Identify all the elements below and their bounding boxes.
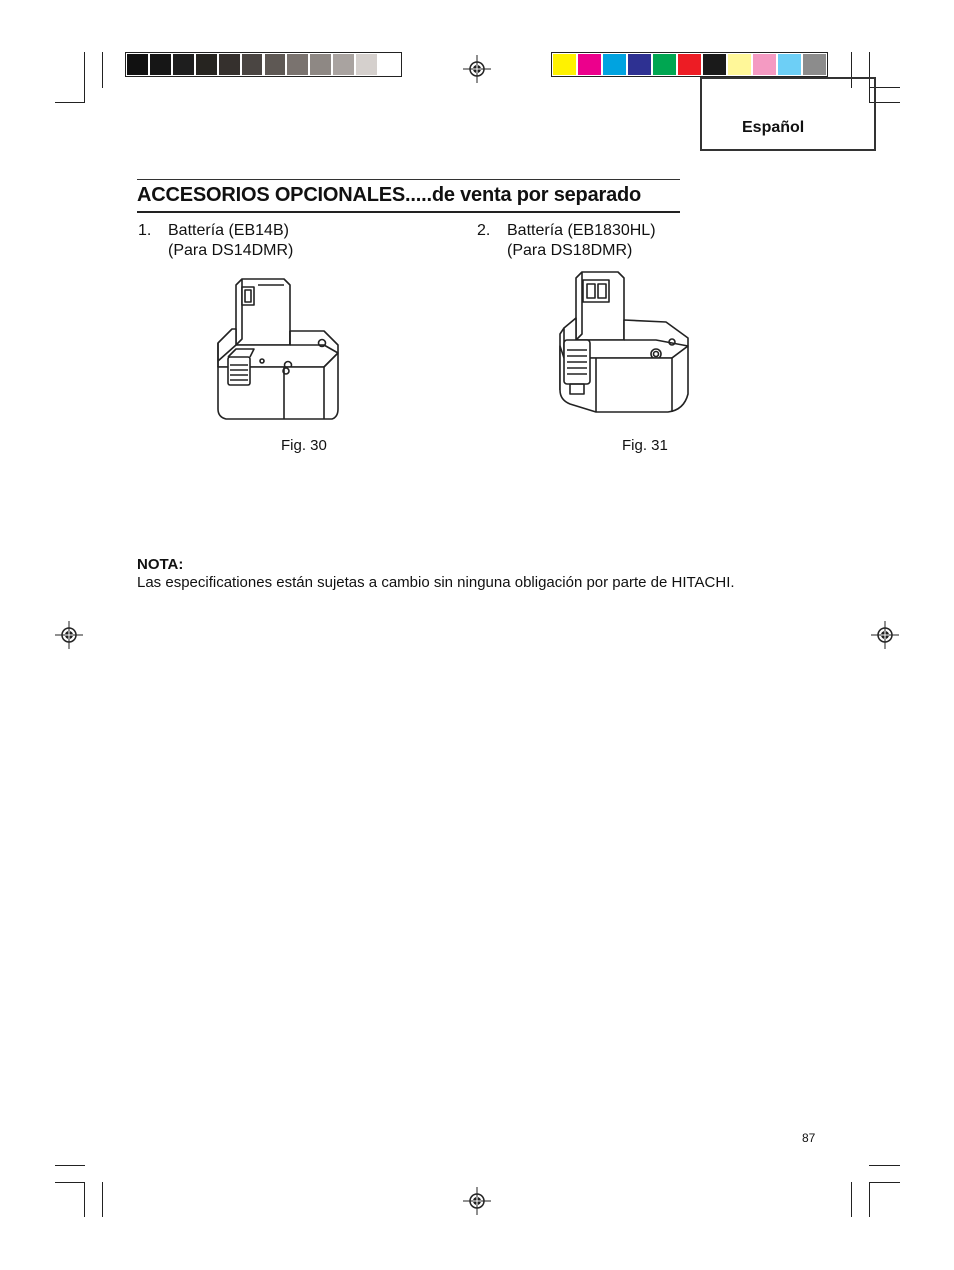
registration-mark-icon bbox=[871, 621, 899, 649]
crop-mark bbox=[869, 1165, 900, 1166]
color-swatch bbox=[778, 54, 801, 75]
color-swatch bbox=[603, 54, 626, 75]
note-text: Las especificationes están sujetas a cambio sin ninguna obligación por parte de HITACHI. bbox=[137, 574, 735, 591]
color-swatch bbox=[678, 54, 701, 75]
crop-mark bbox=[102, 1182, 103, 1217]
crop-mark bbox=[102, 52, 103, 88]
note-title: NOTA: bbox=[137, 556, 184, 573]
item-compatibility: (Para DS18DMR) bbox=[507, 242, 633, 259]
registration-mark-icon bbox=[55, 621, 83, 649]
grayscale-calibration-bar bbox=[125, 52, 402, 77]
item-text bbox=[168, 221, 293, 261]
color-swatch bbox=[653, 54, 676, 75]
language-tab bbox=[700, 77, 876, 151]
crop-mark bbox=[869, 1182, 870, 1217]
section-title-underline bbox=[137, 211, 680, 213]
page-number: 87 bbox=[802, 1131, 816, 1145]
crop-mark bbox=[55, 102, 85, 103]
grayscale-swatch bbox=[265, 54, 286, 75]
grayscale-swatch bbox=[150, 54, 171, 75]
item-number: 1. bbox=[138, 222, 152, 239]
crop-mark bbox=[55, 1182, 85, 1183]
grayscale-swatch bbox=[219, 54, 240, 75]
grayscale-swatch bbox=[242, 54, 263, 75]
registration-mark-icon bbox=[463, 1187, 491, 1215]
grayscale-swatch bbox=[333, 54, 354, 75]
language-label: Español bbox=[742, 119, 805, 136]
crop-mark bbox=[851, 1182, 852, 1217]
grayscale-swatch bbox=[173, 54, 194, 75]
figure-caption: Fig. 30 bbox=[281, 437, 327, 454]
color-swatch bbox=[628, 54, 651, 75]
item-number: 2. bbox=[477, 222, 491, 239]
crop-mark bbox=[55, 1165, 85, 1166]
crop-mark bbox=[84, 52, 85, 103]
grayscale-swatch bbox=[356, 54, 377, 75]
color-swatch bbox=[753, 54, 776, 75]
color-swatch bbox=[553, 54, 576, 75]
grayscale-swatch bbox=[196, 54, 217, 75]
item-text bbox=[507, 221, 656, 261]
battery-eb14b-illustration bbox=[214, 273, 342, 423]
color-swatch bbox=[803, 54, 826, 75]
figure-caption: Fig. 31 bbox=[622, 437, 668, 454]
crop-mark bbox=[869, 1182, 900, 1183]
grayscale-swatch bbox=[310, 54, 331, 75]
item-name: Battería (EB14B) bbox=[168, 222, 289, 239]
grayscale-swatch bbox=[127, 54, 148, 75]
color-swatch bbox=[703, 54, 726, 75]
crop-mark bbox=[84, 1182, 85, 1217]
section-top-rule bbox=[137, 179, 680, 180]
color-swatch bbox=[578, 54, 601, 75]
color-calibration-bar bbox=[551, 52, 828, 77]
item-compatibility: (Para DS14DMR) bbox=[168, 242, 294, 259]
item-name: Battería (EB1830HL) bbox=[507, 222, 656, 239]
grayscale-swatch bbox=[379, 54, 400, 75]
grayscale-swatch bbox=[287, 54, 308, 75]
color-swatch bbox=[728, 54, 751, 75]
battery-eb1830hl-illustration bbox=[556, 270, 694, 414]
registration-mark-icon bbox=[463, 55, 491, 83]
section-title: ACCESORIOS OPCIONALES.....de venta por separado bbox=[137, 184, 642, 206]
